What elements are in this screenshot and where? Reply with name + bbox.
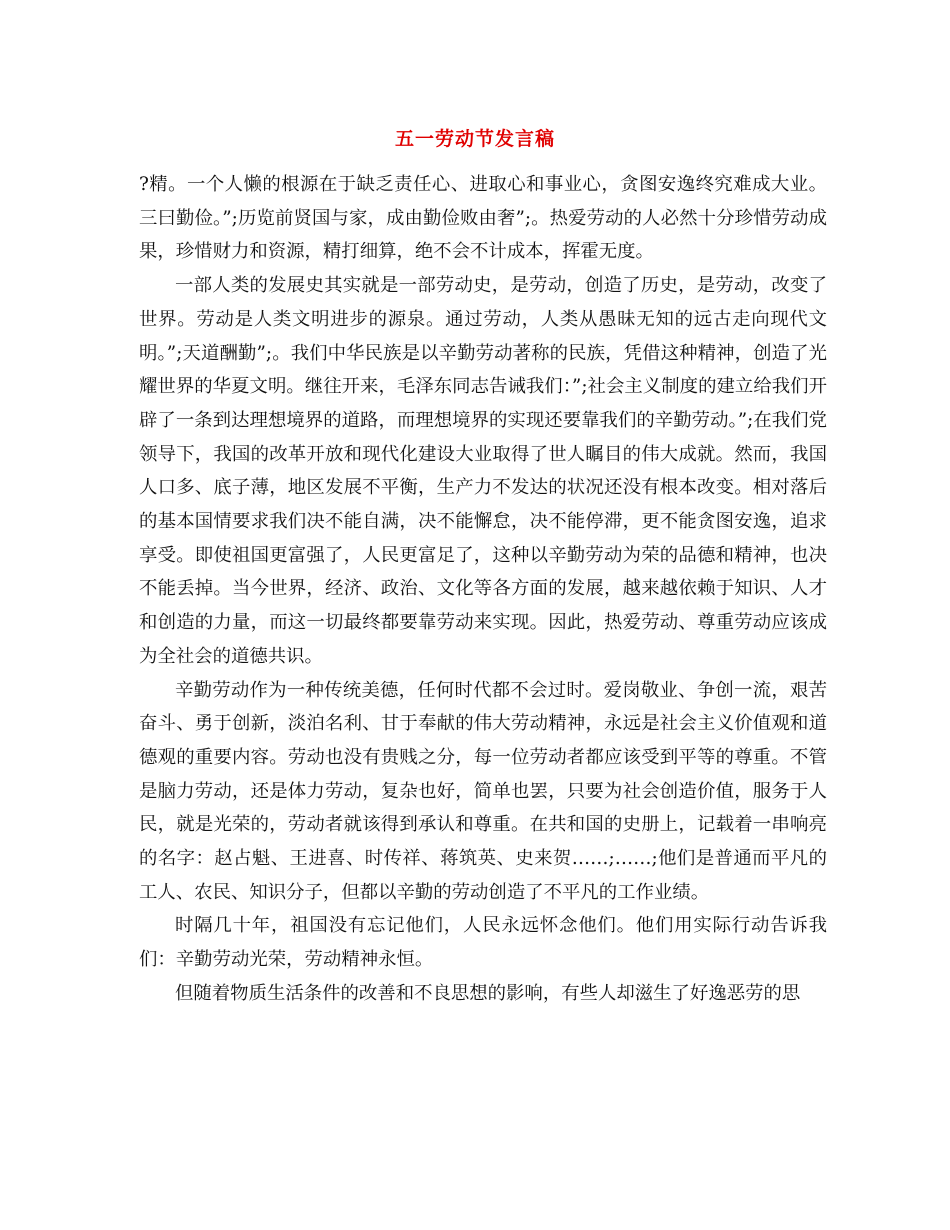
paragraph: 但随着物质生活条件的改善和不良思想的影响，有些人却滋生了好逸恶劳的思: [175, 982, 801, 1004]
paragraph: 辛勤劳动作为一种传统美德，任何时代都不会过时。爱岗敬业、争创一流，艰苦奋斗、勇于创新，淡泊名利、甘于奉献的伟大劳动精神，永远是社会主义价值观和道德观的重要内容。劳动也没有贵贱之分，每一位劳动者都应该受到平等的尊重。不管是脑力劳动，还是体力劳动，复杂也好，简单也罢，只要为社会创造价值，服务于人民，就是光荣的，劳动者就该得到承认和尊重。在共和国的史册上，记载着一串响亮的名字：赵占魁、王进喜、时传祥、蒋筑英、史来贺……;……;他们是普通而平凡的工人、农民、知识分子，但都以辛勤的劳动创造了不平凡的工作业绩。: [139, 679, 827, 903]
paragraph: ?精。一个人懒的根源在于缺乏责任心、进取心和事业心，贪图安逸终究难成大业。三曰勤俭。”;历览前贤国与家，成由勤俭败由奢”;。热爱劳动的人必然十分珍惜劳动成果，珍惜财力和资源，精打细算，绝不会不计成本，挥霍无度。: [139, 174, 827, 263]
document-body: [139, 168, 827, 1011]
paragraph: 时隔几十年，祖国没有忘记他们，人民永远怀念他们。他们用实际行动告诉我们：辛勤劳动光荣，劳动精神永恒。: [139, 915, 827, 971]
paragraph: 一部人类的发展史其实就是一部劳动史，是劳动，创造了历史，是劳动，改变了世界。劳动是人类文明进步的源泉。通过劳动，人类从愚昧无知的远古走向现代文明。”;天道酬勤”;。我们中华民族是以辛勤劳动著称的民族，凭借这种精神，创造了光耀世界的华夏文明。继往开来，毛泽东同志告诫我们：”;社会主义制度的建立给我们开辟了一条到达理想境界的道路，而理想境界的实现还要靠我们的辛勤劳动。”;在我们党领导下，我国的改革开放和现代化建设大业取得了世人瞩目的伟大成就。然而，我国人口多、底子薄，地区发展不平衡，生产力不发达的状况还没有根本改变。相对落后的基本国情要求我们决不能自满，决不能懈怠，决不能停滞，更不能贪图安逸，追求享受。即使祖国更富强了，人民更富足了，这种以辛勤劳动为荣的品德和精神，也决不能丢掉。当今世界，经济、政治、文化等各方面的发展，越来越依赖于知识、人才和创造的力量，而这一切最终都要靠劳动来实现。因此，热爱劳动、尊重劳动应该成为全社会的道德共识。: [139, 275, 827, 667]
document-title: 五一劳动节发言稿: [394, 128, 555, 150]
